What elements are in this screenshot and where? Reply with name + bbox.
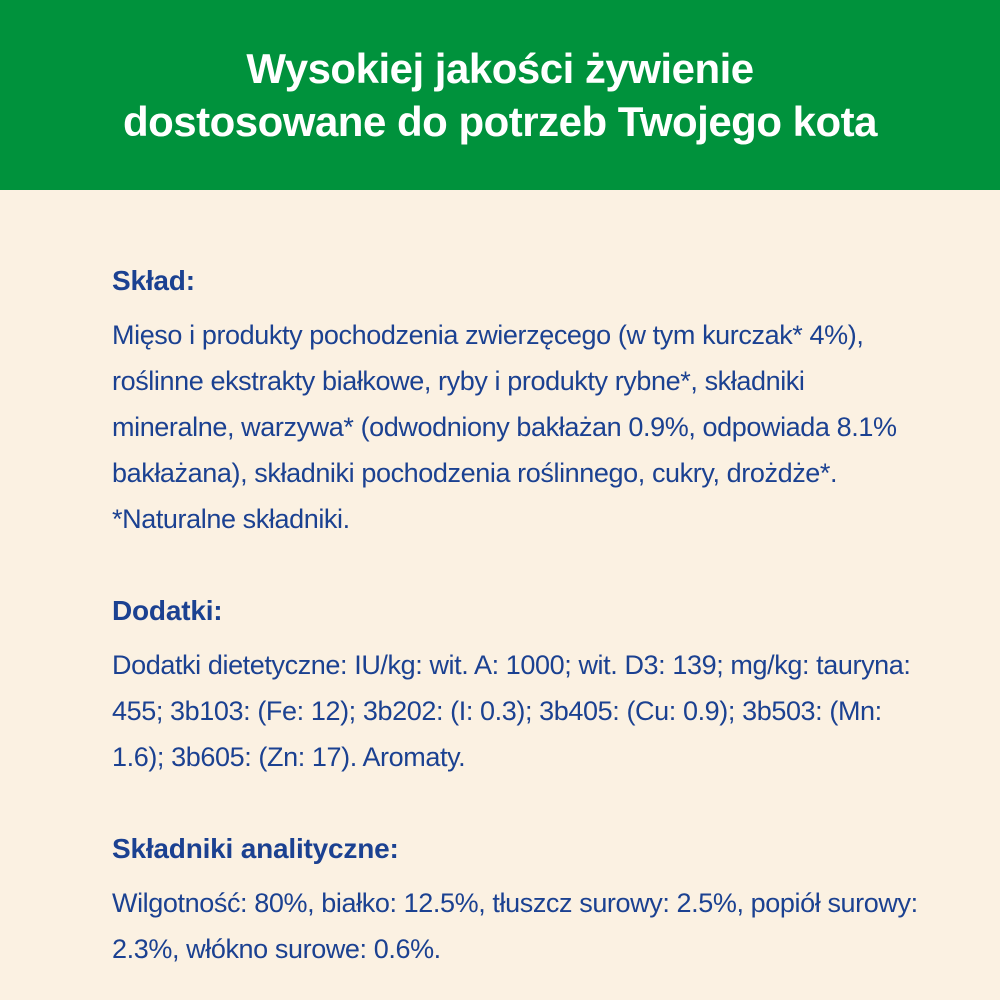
section-composition [112, 264, 924, 542]
composition-text: Mięso i produkty pochodzenia zwierzęcego (w tym kurczak* 4%), roślinne ekstrakty białkowe, ryby i produkty rybne*, składniki mineralne, warzywa* (odwodniony bakłażan 0.9%, odpowiada 8.1% bakłażana), składniki pochodzenia roślinnego, cukry, drożdże*. *Naturalne składniki. [112, 320, 897, 534]
page-title-line-1: Wysokiej jakości żywienie [246, 45, 754, 92]
additives-heading: Dodatki: [112, 595, 223, 626]
header-banner [0, 0, 1000, 190]
analytical-components-heading: Składniki analityczne: [112, 833, 399, 864]
page-title-line-2: dostosowane do potrzeb Twojego kota [122, 98, 878, 145]
section-analytical-components [112, 832, 924, 972]
page-title [103, 42, 897, 148]
additives-text: Dodatki dietetyczne: IU/kg: wit. A: 1000; wit. D3: 139; mg/kg: tauryna: 455; 3b103: (Fe: 12); 3b202: (I: 0.3); 3b405: (Cu: 0.9); 3b503: (Mn: 1.6); 3b605: (Zn: 17). Aromaty. [112, 650, 911, 772]
composition-heading: Skład: [112, 265, 195, 296]
analytical-components-text: Wilgotność: 80%, białko: 12.5%, tłuszcz surowy: 2.5%, popiół surowy: 2.3%, włókno surowe: 0.6%. [112, 888, 918, 964]
section-additives [112, 594, 924, 780]
ingredients-content [0, 190, 924, 972]
